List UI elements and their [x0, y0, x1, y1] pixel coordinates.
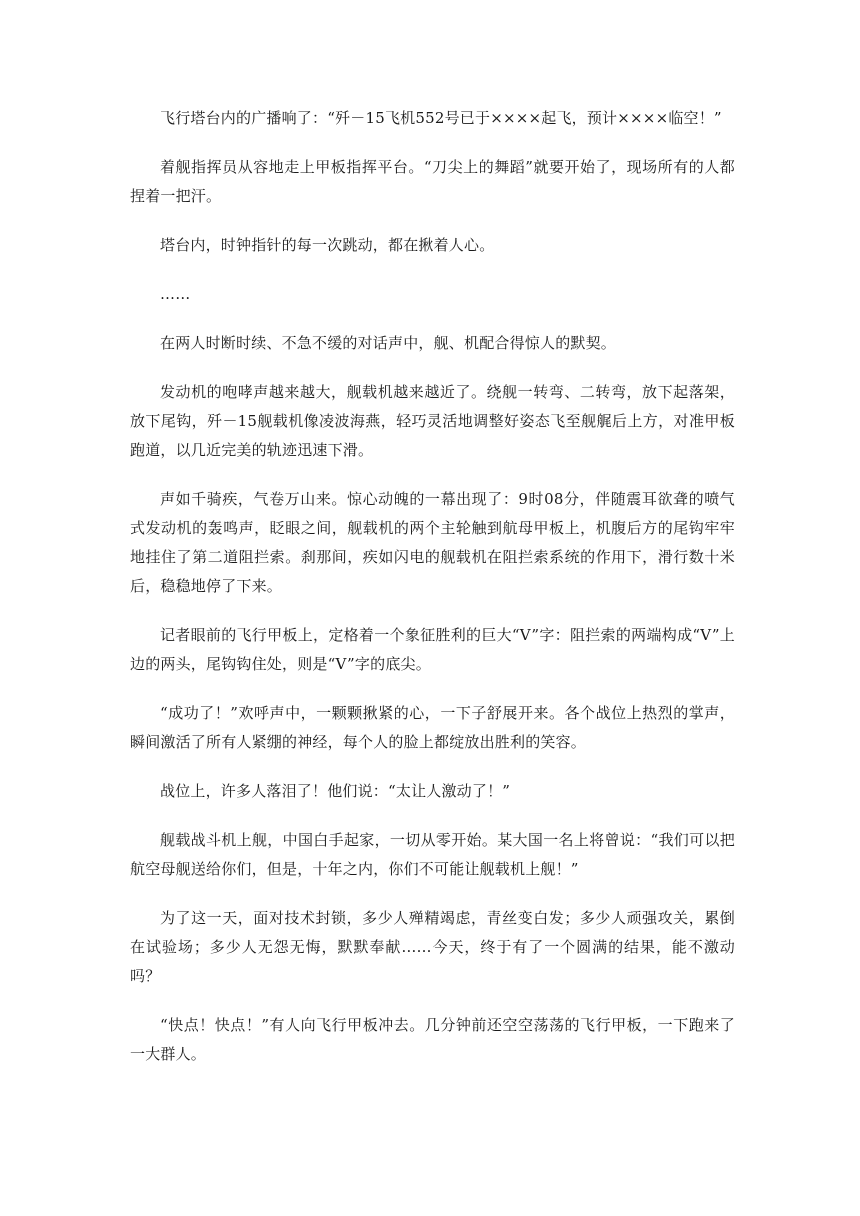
paragraph-ellipsis: …… — [160, 285, 191, 303]
article-body — [130, 104, 735, 1089]
paragraph-v-shape: 记者眼前的飞行甲板上，定格着一个象征胜利的巨大“V”字：阻拦索的两端构成“V”上边的两头，尾钩钩住处，则是“V”字的底尖。 — [130, 626, 735, 673]
paragraph-tears: 战位上，许多人落泪了！他们说：“太让人激动了！” — [160, 782, 511, 800]
paragraph-landing-officer: 着舰指挥员从容地走上甲板指挥平台。“刀尖上的舞蹈”就要开始了，现场所有的人都捏着一把汗。 — [130, 158, 735, 205]
paragraph-crowd: “快点！快点！”有人向飞行甲板冲去。几分钟前还空空荡荡的飞行甲板，一下跑来了一大群人。 — [130, 1016, 735, 1063]
paragraph-broadcast: 飞行塔台内的广播响了：“歼－15飞机552号已于××××起飞，预计××××临空！” — [160, 109, 722, 127]
paragraph-dedication: 为了这一天，面对技术封锁，多少人殚精竭虑，青丝变白发；多少人顽强攻关，累倒在试验场；多少人无怨无悔，默默奉献……今天，终于有了一个圆满的结果，能不激动吗？ — [130, 909, 735, 985]
paragraph-success: “成功了！”欢呼声中，一颗颗揪紧的心，一下子舒展开来。各个战位上热烈的掌声，瞬间激活了所有人紧绷的神经，每个人的脸上都绽放出胜利的笑容。 — [130, 704, 735, 751]
paragraph-dialogue: 在两人时断时续、不急不缓的对话声中，舰、机配合得惊人的默契。 — [160, 334, 617, 352]
paragraph-approach: 发动机的咆哮声越来越大，舰载机越来越近了。绕舰一转弯、二转弯，放下起落架，放下尾钩，歼－15舰载机像凌波海燕，轻巧灵活地调整好姿态飞至舰艉后上方，对准甲板跑道，以几近完美的轨迹迅速下滑。 — [130, 383, 735, 459]
paragraph-landing: 声如千骑疾，气卷万山来。惊心动魄的一幕出现了：9时08分，伴随震耳欲聋的喷气式发动机的轰鸣声，眨眼之间，舰载机的两个主轮触到航母甲板上，机腹后方的尾钩牢牢地挂住了第二道阻拦索。刹那间，疾如闪电的舰载机在阻拦索系统的作用下，滑行数十米后，稳稳地停了下来。 — [130, 490, 735, 595]
paragraph-from-zero: 舰载战斗机上舰，中国白手起家，一切从零开始。某大国一名上将曾说：“我们可以把航空母舰送给你们，但是，十年之内，你们不可能让舰载机上舰！” — [130, 831, 735, 878]
paragraph-clock: 塔台内，时钟指针的每一次跳动，都在揪着人心。 — [160, 236, 495, 254]
